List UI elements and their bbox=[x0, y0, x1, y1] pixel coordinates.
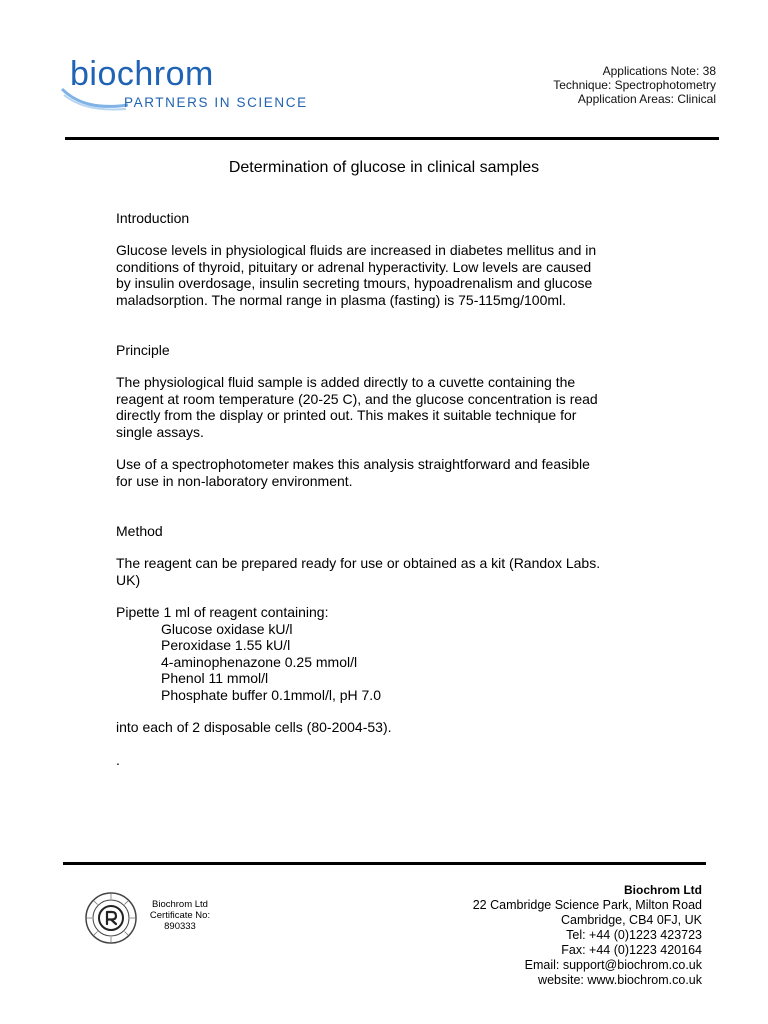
document-title: Determination of glucose in clinical samples bbox=[228, 159, 540, 176]
introduction-text: Glucose levels in physiological fluids are increased in diabetes mellitus and in conditions of thyroid, pituitary or adrenal hyperactivity. Low levels are caused by insulin overdosage, insulin secreting tmours, hypoadrenalism and glucose maladsorption. The normal range in plasma (fasting) is 75-115mg/100ml. bbox=[116, 242, 597, 308]
document-body bbox=[116, 209, 661, 768]
header-divider bbox=[65, 137, 719, 140]
logo-wordmark: biochrom bbox=[70, 55, 214, 93]
quality-certification-seal-icon bbox=[84, 891, 138, 945]
address-line-1: 22 Cambridge Science Park, Milton Road bbox=[472, 898, 702, 912]
application-note-meta bbox=[553, 64, 716, 106]
list-item: Phosphate buffer 0.1mmol/l, pH 7.0 bbox=[161, 686, 381, 703]
list-item: Peroxidase 1.55 kU/l bbox=[161, 637, 291, 653]
website: website: www.biochrom.co.uk bbox=[538, 973, 702, 987]
reagent-list bbox=[116, 621, 661, 704]
biochrom-logo bbox=[60, 55, 310, 115]
method-text-4: . bbox=[116, 751, 120, 768]
certificate-company: Biochrom Ltd bbox=[152, 899, 208, 910]
list-item: Glucose oxidase kU/l bbox=[161, 620, 293, 637]
email: Email: support@biochrom.co.uk bbox=[524, 958, 702, 972]
footer-divider bbox=[63, 862, 706, 865]
certificate-info bbox=[140, 899, 220, 932]
method-text-2: Pipette 1 ml of reagent containing: bbox=[116, 604, 329, 620]
logo-tagline: PARTNERS IN SCIENCE bbox=[124, 95, 308, 110]
list-item: Phenol 11 mmol/l bbox=[161, 670, 269, 686]
introduction-heading: Introduction bbox=[116, 210, 190, 226]
principle-heading: Principle bbox=[116, 342, 170, 358]
fax: Fax: +44 (0)1223 420164 bbox=[561, 943, 702, 957]
application-note-number: Applications Note: 38 bbox=[602, 64, 716, 78]
list-item: 4-aminophenazone 0.25 mmol/l bbox=[161, 653, 358, 670]
certificate-label: Certificate No: bbox=[149, 910, 211, 921]
principle-text-2: Use of a spectrophotometer makes this analysis straightforward and feasible for use in non-laboratory environment. bbox=[116, 456, 590, 489]
application-areas: Application Areas: Clinical bbox=[577, 92, 716, 106]
method-text-1: The reagent can be prepared ready for use or obtained as a kit (Randox Labs. UK) bbox=[116, 555, 601, 588]
method-text-3: into each of 2 disposable cells (80-2004-53). bbox=[116, 719, 392, 735]
company-name: Biochrom Ltd bbox=[624, 883, 702, 897]
certificate-number: 890333 bbox=[164, 921, 196, 932]
method-heading: Method bbox=[116, 523, 163, 539]
technique: Technique: Spectrophotometry bbox=[553, 78, 716, 92]
telephone: Tel: +44 (0)1223 423723 bbox=[566, 928, 702, 942]
company-contact-block bbox=[473, 883, 702, 988]
address-line-2: Cambridge, CB4 0FJ, UK bbox=[560, 913, 702, 927]
principle-text-1: The physiological fluid sample is added directly to a cuvette containing the reagent at room temperature (20-25 C), and the glucose concentration is read directly from the display or printed out. This makes it suitable technique for single assays. bbox=[116, 374, 598, 440]
